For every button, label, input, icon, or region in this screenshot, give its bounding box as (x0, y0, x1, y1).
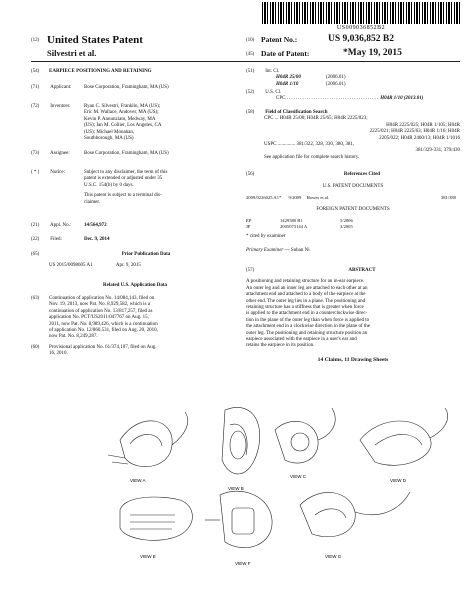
view-label: VIEW E (140, 554, 156, 559)
related-heading: Related U.S. Application Data (102, 283, 168, 288)
uscl-code: (52) (246, 90, 255, 95)
applicant-section (31, 85, 239, 91)
provisional-line: Provisional application No. 61/374,107, filed on Aug. (49, 345, 157, 350)
title-code: (54) (31, 69, 40, 74)
inventor-line: Kevin P. Annunziato, Medway, MA (84, 116, 156, 122)
date-code: (45) (246, 52, 255, 57)
cpc-label: CPC (276, 96, 286, 102)
patent-number: US 9,036,852 B2 (328, 34, 394, 44)
provisional-section (31, 345, 239, 357)
foreign-date: 5/2006 (340, 217, 353, 223)
examiner-label: Primary Examiner (246, 247, 284, 253)
abstract-line: tion in the plane of the outer leg than when force is applied to (246, 317, 370, 323)
field-line: See application file for complete search history. (264, 154, 360, 160)
continuation-line: of application No. 12/860,531, filed on Aug. 20, 2010, (49, 328, 158, 334)
continuation-line: Nov. 19, 2013, now Pat. No. 8,929,582, which is a (49, 302, 150, 308)
foreign-country: JP (246, 224, 251, 230)
abstract-code: (57) (246, 268, 255, 273)
abstract-line: An outer leg and an inner leg are attached to each other at an (246, 285, 368, 291)
continuation-line: application No. PCT/US2011/047767 on Aug. 15, (49, 315, 149, 321)
field-line: 2205/022; H04R 2460/13; H04R 1/1016 (379, 135, 460, 141)
view-label: VIEW G (325, 554, 342, 559)
earpiece-view-b (222, 407, 260, 474)
abstract-line: outer leg. The positioning and retaining structure position an (246, 330, 368, 336)
view-label: VIEW D (390, 478, 407, 483)
notice-label: Notice: (50, 170, 65, 175)
view-label: VIEW C (290, 474, 307, 479)
barcode-number: US009036852B2 (336, 25, 386, 31)
continuation-line: continuation of application No. 13/817,257, filed as (49, 308, 153, 314)
field-search-section (246, 110, 460, 161)
prior-code: (65) (31, 252, 40, 257)
continuation-section (31, 296, 239, 340)
continuation-line: 2011, now Pat. No. 8,989,426, which is a continuation (49, 321, 158, 327)
continuation-line: Continuation of application No. 14/084,143, filed on (49, 296, 155, 301)
field-line: CPC ... H04R 25/00; H04R 25/65; H04R 2225/023; (264, 116, 368, 122)
notice-line: This patent is subject to a terminal dis- (84, 193, 162, 199)
earpiece-drawings (100, 400, 460, 590)
field-line: 381/329-331, 379/430 (415, 148, 460, 154)
cited-note: * cited by examiner (246, 234, 286, 240)
intcl-version: (2006.01) (326, 81, 346, 87)
abstract-line: earpiece associated with the earpiece in a user's ear and (246, 337, 357, 343)
field-line: 2225/021; H04R 2225/63; H04R 1/16; H04R (369, 129, 460, 135)
refs-code: (56) (246, 172, 255, 177)
filed-code: (22) (31, 237, 40, 242)
intcl-label: Int. Cl. (265, 69, 280, 74)
earpiece-view-e (120, 497, 192, 540)
patent-no-label: Patent No.: (261, 35, 298, 44)
refs-heading: References Cited (343, 172, 381, 177)
references-section: (56) References Cited U.S. PATENT DOCUMENTS 2009/0226025 A1* 9/2009 Howes et al. 381/380 FOREIGN PATENT DOCUMENTS EP 1429580 B1 5/2006 JP 2005073144 A 3/2005 * cited by examiner Primary Examiner — Suhan Ni (246, 172, 460, 254)
inventors-label: Inventors: (50, 104, 71, 109)
applicant-code: (71) (31, 85, 40, 90)
provisional-code: (60) (31, 345, 40, 350)
cpc-value: H04R 1/10 (2013.01) (380, 96, 424, 102)
applicant-value: Bose Corporation, Framingham, MA (US) (84, 85, 169, 90)
abstract-section (246, 268, 460, 363)
field-label: Field of Classification Search (265, 110, 328, 115)
inventor-line: Southborough, MA (US) (84, 136, 134, 142)
assignee-value: Bose Corporation, Framingham, MA (US) (84, 151, 169, 156)
provisional-line: 16, 2010. (49, 351, 68, 357)
earpiece-view-d (360, 408, 448, 465)
appl-number: 14/564,972 (84, 223, 107, 228)
foreign-number: 1429580 B1 (280, 217, 303, 223)
foreign-date: 3/2005 (340, 224, 353, 230)
us-docs-heading: U.S. PATENT DOCUMENTS (322, 184, 384, 190)
inventors-code: (72) (31, 104, 40, 109)
intcl-class: H04R 25/00 (276, 75, 301, 81)
abstract-line: is applied to the attachment end in a counterclockwise direc- (246, 311, 368, 317)
field-line: USPC .............. 381/322, 328, 330, 380, 381, (264, 142, 355, 148)
appl-code: (21) (31, 223, 40, 228)
notice-section (31, 170, 239, 205)
field-code: (58) (246, 110, 255, 115)
abstract-heading: ABSTRACT (348, 268, 376, 273)
us-doc-name: Howes et al. (306, 194, 330, 200)
foreign-country: EP (246, 217, 252, 223)
abstract-line: retaining structure has a stiffness that is greater when force (246, 305, 364, 311)
view-label: VIEW B (228, 486, 244, 491)
date-label: Date of Patent: (261, 49, 310, 58)
abstract-line: attachment end and attached to a body of the earpiece at the (246, 292, 366, 298)
claims-summary: 14 Claims, 11 Drawing Sheets (317, 356, 389, 363)
view-label: VIEW A (130, 478, 146, 483)
intcl-code: (51) (246, 69, 255, 74)
uscl-section: (52) U.S. Cl. CPC ......................................... H04R 1/10 (2013.01) (246, 90, 424, 102)
abstract-line: retains the earpiece in its position. (246, 343, 315, 349)
applicant-label: Applicant: (50, 85, 72, 90)
document-title: United States Patent (47, 34, 143, 46)
notice-code: ( * ) (31, 170, 40, 175)
appl-section (31, 223, 239, 229)
prior-heading: Prior Publication Data (121, 252, 171, 257)
intcl-class: H04R 1/10 (276, 81, 299, 87)
us-doc-date: 9/2009 (288, 194, 302, 200)
patent-date: *May 19, 2015 (343, 48, 402, 58)
barcode (262, 2, 460, 24)
continuation-line: now Pat. No. 8,249,287. (49, 334, 98, 340)
assignee-section (31, 151, 239, 157)
title-section (31, 69, 239, 75)
inventors-short: Silvestri et al. (47, 48, 97, 58)
abstract-line: other end. The outer leg lies in a plane. The positioning and (246, 298, 366, 304)
patent-no-code: (10) (246, 38, 255, 43)
notice-line: claimer. (84, 199, 100, 205)
country-code: (12) (31, 38, 40, 43)
header-rule (31, 61, 460, 62)
abstract-line: the attachment end in a clockwise direction in the plane of the (246, 324, 370, 330)
foreign-number: 2005073144 A (280, 224, 308, 230)
inventors-section (31, 104, 239, 142)
earpiece-view-g (300, 492, 410, 537)
filed-section (31, 237, 239, 243)
field-line: H04R 2225/025; H04R 1/105; H04R (386, 122, 460, 128)
prior-pub-date: Apr. 9, 2015 (115, 263, 141, 269)
abstract-line: A positioning and retaining structure for an in-ear earpiece. (246, 279, 365, 285)
inventor-line: (US); Ian M. Collier, Los Angeles, CA (84, 123, 162, 129)
prior-publication-section (31, 252, 239, 270)
inventor-line: Ryan C. Silvestri, Franklin, MA (US); (84, 104, 161, 109)
earpiece-view-f (205, 491, 272, 548)
foreign-heading: FOREIGN PATENT DOCUMENTS (316, 207, 390, 213)
assignee-code: (73) (31, 151, 40, 156)
intcl-version: (2006.01) (326, 75, 346, 81)
notice-line: U.S.C. 154(b) by 0 days. (84, 182, 134, 188)
view-label: VIEW F (235, 561, 251, 566)
intcl-section (246, 69, 460, 88)
notice-line: patent is extended or adjusted under 35 (84, 176, 163, 182)
notice-line: Subject to any disclaimer, the term of this (84, 170, 168, 175)
appl-label: Appl. No.: (49, 223, 72, 228)
inventor-line: Eric M. Wallace, Andover, MA (US); (84, 110, 159, 116)
invention-title: EARPIECE POSITIONING AND RETAINING (49, 69, 152, 74)
earpiece-view-c (275, 408, 335, 463)
prior-pub-number: US 2015/0098605 A1 (49, 263, 93, 269)
continuation-code: (63) (31, 296, 40, 301)
assignee-label: Assignee: (49, 151, 70, 156)
inventor-line: (US); Michael Monahan, (84, 129, 135, 135)
uscl-label: U.S. Cl. (265, 90, 282, 95)
examiner-name: Suhan Ni (290, 247, 310, 253)
filed-date: Dec. 9, 2014 (84, 237, 110, 242)
earpiece-view-a (108, 412, 188, 467)
filed-label: Filed: (50, 237, 62, 242)
us-doc-number: 2009/0226025 A1* (246, 194, 282, 200)
us-doc-class: 381/380 (440, 194, 456, 200)
